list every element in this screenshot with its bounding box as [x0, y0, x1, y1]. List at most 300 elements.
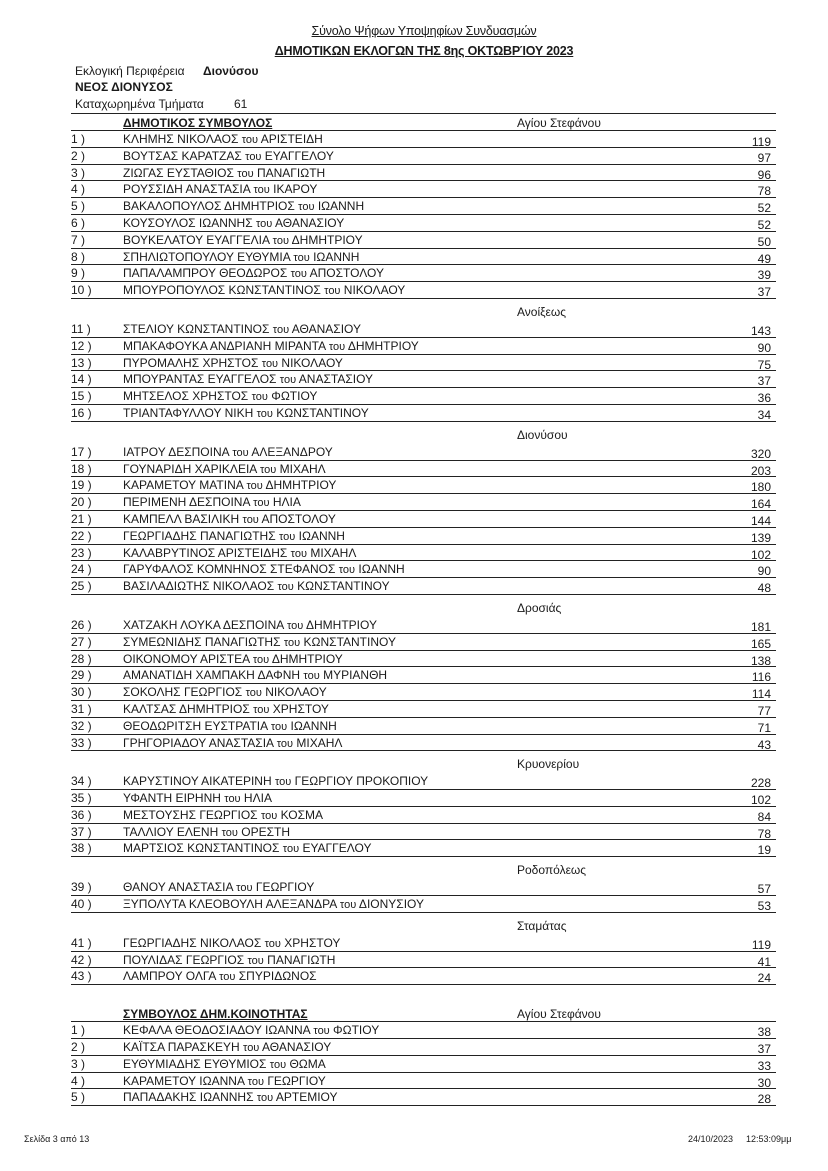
table-row: [71, 578, 776, 595]
father-prefix: του: [247, 1075, 264, 1088]
father-prefix: του: [237, 167, 254, 180]
candidate-number: 33 ): [71, 735, 92, 750]
candidate-surname: ΠΑΠΑΔΑΚΗΣ ΙΩΑΝΝΗΣ: [123, 1090, 254, 1105]
vote-count: 38: [757, 1025, 771, 1040]
candidate-number: 40 ): [71, 897, 92, 912]
father-name: ΝΙΚΟΛΑΟΥ: [281, 355, 343, 370]
candidate-name: [123, 1090, 337, 1104]
table-row: [71, 371, 776, 388]
candidate-name: [123, 1057, 326, 1071]
table-row: [71, 561, 776, 578]
father-name: ΚΟΣΜΑ: [280, 807, 324, 822]
candidate-number: 27 ): [71, 634, 92, 649]
district-label: Κρυονερίου: [517, 757, 580, 772]
father-prefix: του: [290, 268, 307, 281]
father-name: ΟΡΕΣΤΗ: [241, 824, 291, 839]
candidate-surname: ΜΠΑΚΑΦΟΥΚΑ ΑΝΔΡΙΑΝΗ ΜΙΡΑΝΤΑ: [123, 338, 326, 353]
father-name: ΔΗΜΗΤΡΙΟΥ: [347, 338, 419, 353]
candidate-surname: ΑΜΑΝΑΤΙΔΗ ΧΑΜΠΑΚΗ ΔΑΦΝΗ: [123, 668, 301, 683]
candidate-name: [123, 579, 390, 593]
father-name: ΙΚΑΡΟΥ: [273, 182, 318, 197]
father-name: ΔΗΜΗΤΡΙΟΥ: [291, 232, 363, 247]
candidate-name: [123, 668, 387, 682]
candidate-name: [123, 322, 361, 336]
table-row: [71, 879, 776, 896]
father-name: ΚΩΝΣΤΑΝΤΙΝΟΥ: [297, 579, 390, 594]
candidate-name: [123, 512, 336, 526]
candidate-number: 22 ): [71, 528, 92, 543]
results-table: [71, 113, 776, 1106]
candidate-surname: ΓΑΡΥΦΑΛΟΣ ΚΟΜΝΗΝΟΣ ΣΤΕΦΑΝΟΣ: [123, 562, 336, 577]
candidate-number: 14 ): [71, 372, 92, 387]
father-name: ΝΙΚΟΛΑΟΥ: [265, 685, 327, 700]
vote-count: 78: [757, 184, 771, 199]
father-name: ΑΝΑΣΤΑΣΙΟΥ: [298, 372, 374, 387]
community-heading: ΣΥΜΒΟΥΛΟΣ ΔΗΜ.ΚΟΙΝΟΤΗΤΑΣ: [123, 1007, 308, 1022]
municipal-header-row: [71, 113, 776, 131]
district-header: [71, 857, 776, 879]
table-row: [71, 477, 776, 494]
vote-count: 19: [757, 843, 771, 858]
candidate-surname: ΤΑΛΛΙΟΥ ΕΛΕΝΗ: [123, 824, 219, 839]
candidate-name: [123, 546, 356, 560]
father-prefix: του: [253, 184, 270, 197]
father-prefix: του: [241, 134, 259, 146]
candidate-number: 37 ): [71, 824, 92, 839]
father-prefix: του: [338, 564, 356, 577]
district-header: [71, 595, 776, 617]
father-name: ΦΩΤΙΟΥ: [333, 1023, 380, 1038]
father-prefix: του: [313, 1025, 330, 1038]
father-prefix: του: [224, 793, 241, 806]
candidate-name: [123, 635, 396, 649]
table-row: [71, 181, 776, 198]
candidate-name: [123, 719, 337, 733]
candidate-name: [123, 266, 384, 280]
candidate-surname: ΚΟΥΣΟΥΛΟΣ ΙΩΑΝΝΗΣ: [123, 215, 253, 230]
candidate-number: 25 ): [71, 579, 92, 594]
vote-count: 102: [750, 793, 771, 808]
candidate-number: 7 ): [71, 232, 86, 247]
father-name: ΑΘΑΝΑΣΙΟΥ: [274, 215, 345, 230]
candidate-name: [123, 702, 329, 716]
table-row: [71, 338, 776, 355]
table-row: [71, 1039, 776, 1056]
father-name: ΙΩΑΝΝΗ: [290, 718, 337, 733]
table-row: [71, 165, 776, 182]
candidate-number: 1 ): [71, 1023, 86, 1038]
table-row: [71, 968, 776, 985]
father-prefix: του: [278, 530, 296, 543]
candidate-number: 19 ): [71, 478, 92, 493]
candidate-name: [123, 166, 325, 180]
candidate-number: 31 ): [71, 701, 92, 716]
father-prefix: του: [256, 1092, 274, 1105]
table-row: [71, 617, 776, 634]
candidate-surname: ΒΑΚΑΛΟΠΟΥΛΟΣ ΔΗΜΗΤΡΙΟΣ: [123, 199, 295, 214]
candidate-number: 42 ): [71, 952, 92, 967]
vote-count: 34: [757, 407, 771, 422]
candidate-surname: ΠΥΡΟΜΑΛΗΣ ΧΡΗΣΤΟΣ: [123, 355, 259, 370]
candidate-number: 28 ): [71, 651, 92, 666]
father-prefix: του: [293, 251, 310, 264]
father-name: ΙΩΑΝΝΗ: [298, 528, 345, 543]
father-name: ΔΗΜΗΤΡΙΟΥ: [265, 478, 337, 493]
candidate-name: [123, 897, 424, 911]
candidate-surname: ΓΕΩΡΓΙΑΔΗΣ ΠΑΝΑΓΙΩΤΗΣ: [123, 528, 276, 543]
candidate-name: [123, 841, 372, 855]
vote-count: 37: [757, 285, 771, 300]
table-row: [71, 1073, 776, 1090]
vote-count: 53: [757, 899, 771, 914]
vote-count: 75: [757, 357, 771, 372]
candidate-surname: ΠΕΡΙΜΕΝΗ ΔΕΣΠΟΙΝΑ: [123, 495, 250, 510]
father-prefix: του: [272, 234, 289, 247]
vote-count: 71: [757, 720, 771, 735]
father-prefix: του: [272, 323, 290, 336]
region-value: Διονύσου: [203, 64, 259, 78]
district-header: [71, 751, 776, 773]
father-prefix: του: [259, 463, 277, 476]
father-name: ΑΘΑΝΑΣΙΟΥ: [262, 1040, 332, 1055]
candidate-surname: ΧΑΤΖΑΚΗ ΛΟΥΚΑ ΔΕΣΠΟΙΝΑ: [123, 617, 284, 632]
candidate-surname: ΠΟΥΛΙΔΑΣ ΓΕΩΡΓΙΟΣ: [123, 952, 245, 967]
father-prefix: του: [303, 670, 320, 683]
print-date: 24/10/2023: [688, 1134, 734, 1144]
vote-count: 144: [750, 513, 771, 528]
vote-count: 90: [757, 340, 771, 355]
candidate-name: [123, 1040, 331, 1054]
table-row: [71, 790, 776, 807]
father-prefix: του: [298, 201, 315, 214]
candidate-number: 9 ): [71, 266, 86, 281]
father-prefix: του: [261, 357, 279, 370]
father-prefix: του: [282, 843, 300, 856]
father-prefix: του: [256, 407, 273, 420]
candidate-number: 4 ): [71, 182, 86, 197]
candidate-number: 11 ): [71, 321, 91, 336]
father-name: ΣΠΥΡΙΔΩΝΟΣ: [238, 969, 317, 984]
father-name: ΙΩΑΝΝΗ: [313, 249, 360, 264]
table-row: [71, 634, 776, 651]
father-name: ΘΩΜΑ: [289, 1056, 326, 1071]
father-prefix: του: [255, 217, 273, 230]
vote-count: 36: [757, 391, 771, 406]
vote-count: 320: [750, 446, 771, 461]
father-name: ΑΠΟΣΤΟΛΟΥ: [309, 266, 384, 281]
candidate-number: 12 ): [71, 338, 92, 353]
vote-count: 52: [757, 201, 771, 216]
candidate-name: [123, 250, 359, 264]
report-title: Σύνολο Ψήφων Υποψηφίων Συνδυασμών: [311, 24, 537, 38]
candidate-number: 10 ): [71, 283, 92, 298]
candidate-surname: ΖΙΩΓΑΣ ΕΥΣΤΑΘΙΟΣ: [123, 165, 234, 180]
vote-count: 48: [757, 581, 771, 596]
table-row: [71, 265, 776, 282]
father-prefix: του: [277, 581, 294, 594]
candidate-name: [123, 936, 340, 950]
candidate-name: [123, 562, 405, 576]
candidate-number: 17 ): [71, 444, 92, 459]
candidate-name: [123, 149, 334, 163]
table-row: [71, 355, 776, 372]
candidate-surname: ΒΑΣΙΛΑΔΙΩΤΗΣ ΝΙΚΟΛΑΟΣ: [123, 579, 275, 594]
candidate-name: [123, 791, 272, 805]
candidate-surname: ΚΑΛΑΒΡΥΤΙΝΟΣ ΑΡΙΣΤΕΙΔΗΣ: [123, 545, 288, 560]
district-label: Διονύσου: [517, 427, 568, 442]
father-prefix: του: [283, 636, 301, 649]
father-prefix: του: [219, 971, 236, 984]
candidate-name: [123, 736, 342, 750]
vote-count: 164: [750, 497, 771, 512]
table-row: [71, 1089, 776, 1106]
vote-count: 50: [757, 234, 771, 249]
candidate-surname: ΟΙΚΟΝΟΜΟΥ ΑΡΙΣΤΕΑ: [123, 651, 250, 666]
father-prefix: του: [221, 826, 238, 839]
table-row: [71, 198, 776, 215]
district-label: Σταμάτας: [517, 918, 567, 933]
father-prefix: του: [253, 497, 270, 510]
table-row: [71, 667, 776, 684]
vote-count: 143: [750, 323, 771, 338]
table-row: [71, 545, 776, 562]
vote-count: 37: [757, 374, 771, 389]
candidate-number: 21 ): [71, 511, 92, 526]
candidate-surname: ΜΑΡΤΣΙΟΣ ΚΩΝΣΤΑΝΤΙΝΟΣ: [123, 841, 280, 856]
candidate-surname: ΣΥΜΕΩΝΙΔΗΣ ΠΑΝΑΓΙΩΤΗΣ: [123, 634, 281, 649]
print-time: 12:53:09μμ: [746, 1134, 792, 1144]
candidate-name: [123, 685, 327, 699]
father-prefix: του: [264, 937, 281, 950]
candidate-number: 4 ): [71, 1073, 86, 1088]
vote-count: 203: [750, 463, 771, 478]
candidate-number: 32 ): [71, 718, 92, 733]
father-name: ΠΑΝΑΓΙΩΤΗ: [267, 952, 336, 967]
father-prefix: του: [245, 150, 262, 163]
district-label: Αγίου Στεφάνου: [517, 1007, 601, 1022]
vote-count: 165: [750, 636, 771, 651]
candidate-name: [123, 283, 405, 297]
table-row: [71, 461, 776, 478]
table-row: [71, 131, 776, 148]
vote-count: 139: [750, 530, 771, 545]
vote-count: 77: [757, 703, 771, 718]
father-prefix: του: [260, 809, 278, 822]
father-prefix: του: [246, 480, 263, 493]
candidate-surname: ΚΑΛΤΣΑΣ ΔΗΜΗΤΡΙΟΣ: [123, 701, 250, 716]
candidate-surname: ΚΕΦΑΛΑ ΘΕΟΔΟΣΙΑΔΟΥ ΙΩΑΝΝΑ: [123, 1023, 311, 1038]
father-name: ΦΩΤΙΟΥ: [271, 389, 318, 404]
candidate-name: [123, 953, 335, 967]
candidate-number: 5 ): [71, 1090, 86, 1105]
candidate-name: [123, 445, 333, 459]
table-row: [71, 249, 776, 266]
district-header: [71, 422, 776, 444]
vote-count: 181: [750, 619, 771, 634]
candidate-surname: ΚΑΡΑΜΕΤΟΥ ΜΑΤΙΝΑ: [123, 478, 244, 493]
candidate-surname: ΕΥΘΥΜΙΑΔΗΣ ΕΥΘΥΜΙΟΣ: [123, 1056, 267, 1071]
candidate-number: 18 ): [71, 461, 92, 476]
vote-count: 102: [750, 547, 771, 562]
candidate-number: 2 ): [71, 148, 86, 163]
district-label: Δροσιάς: [517, 600, 562, 615]
table-row: [71, 684, 776, 701]
district-label: Ροδοπόλεως: [517, 863, 587, 878]
candidate-surname: ΚΛΗΜΗΣ ΝΙΚΟΛΑΟΣ: [123, 132, 239, 146]
table-row: [71, 528, 776, 545]
table-row: [71, 935, 776, 952]
candidate-name: [123, 406, 369, 420]
father-prefix: του: [276, 737, 294, 750]
vote-count: 119: [751, 937, 771, 952]
candidate-number: 29 ): [71, 668, 92, 683]
father-prefix: του: [247, 954, 264, 967]
vote-count: 116: [751, 670, 771, 685]
father-name: ΑΡΙΣΤΕΙΔΗ: [260, 132, 323, 146]
candidate-name: [123, 652, 343, 666]
candidate-name: [123, 389, 317, 403]
father-name: ΚΩΝΣΤΑΝΤΙΝΟΥ: [303, 634, 396, 649]
candidate-surname: ΚΑΪΤΣΑ ΠΑΡΑΣΚΕΥΗ: [123, 1040, 240, 1055]
father-name: ΝΙΚΟΛΑΟΥ: [343, 283, 406, 298]
vote-count: 33: [757, 1058, 771, 1073]
vote-count: 52: [757, 217, 771, 232]
vote-count: 57: [757, 882, 771, 897]
candidate-number: 38 ): [71, 841, 92, 856]
table-row: [71, 773, 776, 790]
candidate-surname: ΚΑΡΑΜΕΤΟΥ ΙΩΑΝΝΑ: [123, 1073, 245, 1088]
father-prefix: του: [251, 391, 268, 404]
candidate-name: [123, 969, 317, 983]
vote-count: 90: [757, 564, 771, 579]
candidate-surname: ΚΑΡΥΣΤΙΝΟΥ ΑΙΚΑΤΕΡΙΝΗ: [123, 774, 272, 789]
father-prefix: του: [286, 619, 304, 632]
father-prefix: του: [232, 446, 249, 459]
table-row: [71, 1056, 776, 1073]
candidate-name: [123, 356, 343, 370]
candidate-number: 15 ): [71, 389, 92, 404]
table-row: [71, 405, 776, 422]
candidate-surname: ΓΟΥΝΑΡΙΔΗ ΧΑΡΙΚΛΕΙΑ: [123, 461, 257, 476]
vote-count: 43: [757, 737, 771, 752]
vote-count: 49: [757, 251, 771, 266]
registered-sections-value: 61: [234, 97, 248, 111]
candidate-name: [123, 880, 314, 894]
father-prefix: του: [269, 1058, 287, 1071]
vote-count: 78: [757, 826, 771, 841]
candidate-number: 35 ): [71, 791, 92, 806]
table-row: [71, 824, 776, 841]
candidate-surname: ΘΑΝΟΥ ΑΝΑΣΤΑΣΙΑ: [123, 880, 233, 895]
candidate-surname: ΠΑΠΑΛΑΜΠΡΟΥ ΘΕΟΔΩΡΟΣ: [123, 266, 288, 281]
district-label: Αγίου Στεφάνου: [517, 116, 601, 130]
candidate-name: [123, 233, 363, 247]
candidate-name: [123, 462, 326, 476]
candidate-number: 26 ): [71, 617, 92, 632]
candidate-surname: ΜΠΟΥΡΟΠΟΥΛΟΣ ΚΩΝΣΤΑΝΤΙΝΟΣ: [123, 283, 321, 298]
vote-count: 119: [751, 135, 771, 149]
father-name: ΜΙΧΑΗΛ: [296, 735, 343, 750]
candidate-surname: ΜΗΤΣΕΛΟΣ ΧΡΗΣΤΟΣ: [123, 389, 249, 404]
table-row: [71, 701, 776, 718]
father-prefix: του: [324, 285, 341, 298]
table-row: [71, 215, 776, 232]
candidate-number: 30 ): [71, 685, 92, 700]
father-name: ΕΥΑΓΓΕΛΟΥ: [264, 148, 334, 163]
table-row: [71, 651, 776, 668]
father-name: ΑΡΤΕΜΙΟΥ: [275, 1090, 338, 1105]
father-prefix: του: [270, 720, 288, 733]
father-name: ΑΘΑΝΑΣΙΟΥ: [291, 321, 362, 336]
father-prefix: του: [253, 703, 270, 716]
table-row: [71, 511, 776, 528]
father-name: ΕΥΑΓΓΕΛΟΥ: [302, 841, 372, 856]
candidate-name: [123, 495, 301, 509]
candidate-name: [123, 478, 336, 492]
table-row: [71, 148, 776, 165]
father-name: ΜΙΧΑΗΛ: [279, 461, 326, 476]
father-name: ΔΗΜΗΤΡΙΟΥ: [271, 651, 343, 666]
candidate-number: 13 ): [71, 355, 92, 370]
candidate-number: 34 ): [71, 774, 92, 789]
candidate-name: [123, 618, 377, 632]
father-name: ΜΥΡΙΑΝΘΗ: [323, 668, 388, 683]
candidate-name: [123, 372, 373, 386]
father-name: ΓΕΩΡΓΙΟΥ: [255, 880, 315, 895]
community-header-row: [71, 1005, 776, 1022]
candidate-surname: ΣΤΕΛΙΟΥ ΚΩΝΣΤΑΝΤΙΝΟΣ: [123, 321, 270, 336]
candidate-number: 5 ): [71, 199, 86, 214]
father-prefix: του: [274, 776, 292, 789]
table-row: [71, 718, 776, 735]
vote-count: 28: [757, 1092, 771, 1107]
father-prefix: του: [245, 687, 262, 700]
father-prefix: του: [252, 653, 270, 666]
page-indicator: Σελίδα 3 από 13: [24, 1134, 90, 1144]
district-header: [71, 913, 776, 935]
candidate-surname: ΓΡΗΓΟΡΙΑΔΟΥ ΑΝΑΣΤΑΣΙΑ: [123, 735, 274, 750]
candidate-number: 16 ): [71, 405, 92, 420]
table-row: [71, 896, 776, 913]
district-header: [71, 299, 776, 321]
table-row: [71, 282, 776, 299]
father-name: ΧΡΗΣΤΟΥ: [284, 935, 341, 950]
candidate-surname: ΣΠΗΛΙΩΤΟΠΟΥΛΟΥ ΕΥΘΥΜΙΑ: [123, 249, 291, 264]
candidate-surname: ΓΕΩΡΓΙΑΔΗΣ ΝΙΚΟΛΑΟΣ: [123, 935, 262, 950]
table-row: [71, 494, 776, 511]
candidate-number: 6 ): [71, 215, 86, 230]
candidate-name: [123, 132, 323, 146]
candidate-surname: ΘΕΟΔΩΡΙΤΣΗ ΕΥΣΤΡΑΤΙΑ: [123, 718, 268, 733]
candidate-number: 43 ): [71, 969, 92, 984]
candidate-name: [123, 1023, 379, 1037]
district-label: Ανοίξεως: [517, 304, 567, 319]
registered-sections-label: Καταχωρημένα Τμήματα: [75, 97, 204, 111]
vote-count: 37: [757, 1042, 771, 1057]
candidate-name: [123, 216, 344, 230]
candidate-surname: ΒΟΥΤΣΑΣ ΚΑΡΑΤΖΑΣ: [123, 148, 242, 163]
table-row: [71, 444, 776, 461]
candidate-surname: ΜΕΣΤΟΥΣΗΣ ΓΕΩΡΓΙΟΣ: [123, 807, 258, 822]
candidate-surname: ΤΡΙΑΝΤΑΦΥΛΛΟΥ ΝΙΚΗ: [123, 405, 254, 420]
candidate-number: 20 ): [71, 495, 92, 510]
table-row: [71, 321, 776, 338]
father-name: ΓΕΩΡΓΙΟΥ: [267, 1073, 326, 1088]
candidate-name: [123, 339, 419, 353]
vote-count: 97: [757, 150, 771, 165]
table-row: [71, 952, 776, 969]
father-name: ΑΠΟΣΤΟΛΟΥ: [261, 511, 336, 526]
